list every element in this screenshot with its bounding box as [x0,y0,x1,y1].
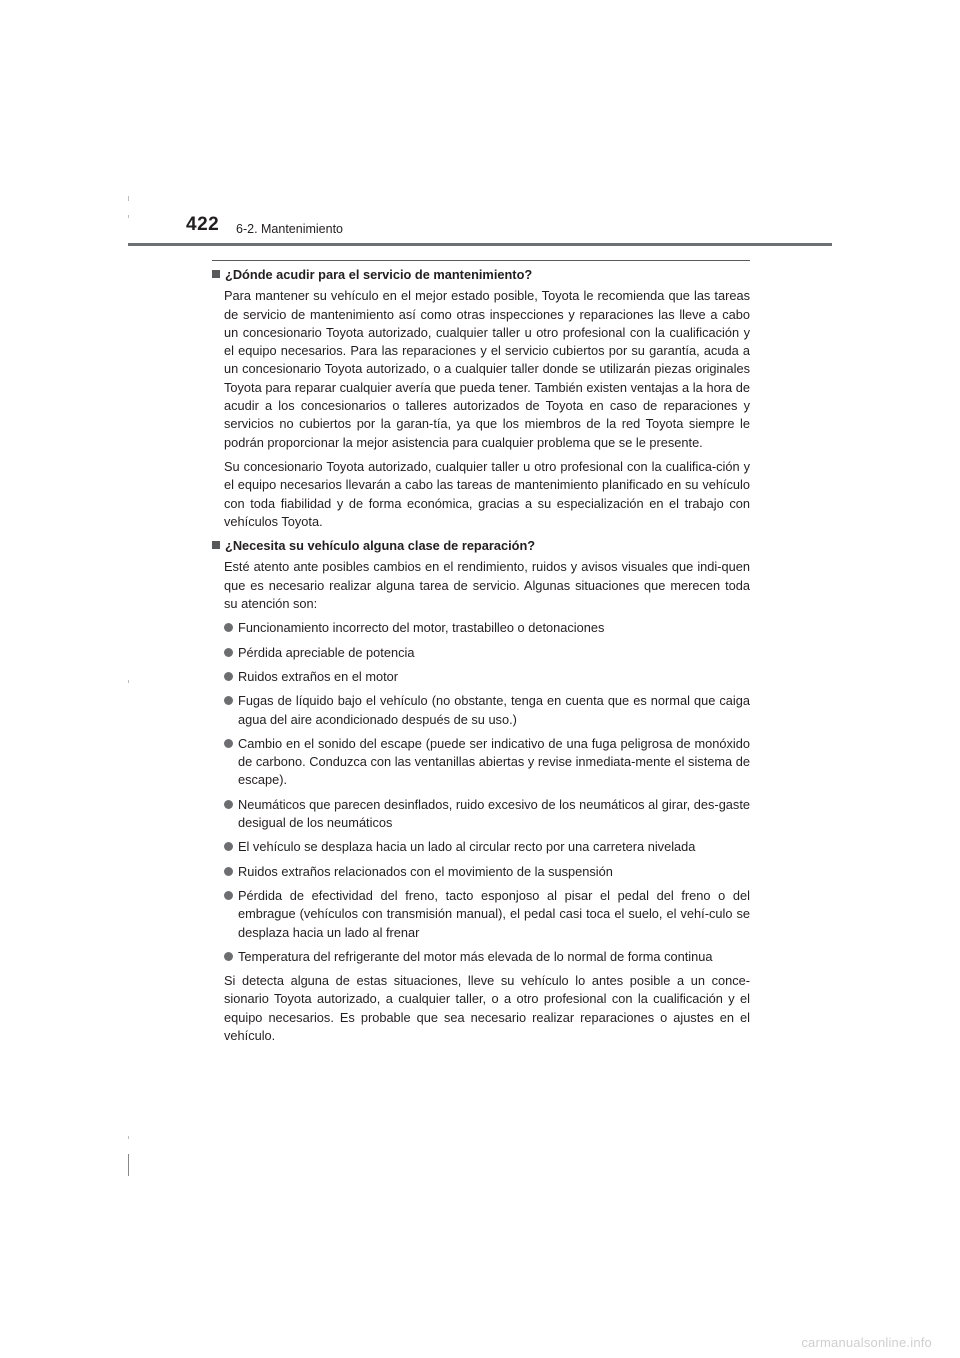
list-item-text: Pérdida de efectividad del freno, tacto esponjoso al pisar el pedal del freno o del embrague (vehículos con transmisión manual), el pedal casi toca el suelo, el vehí-culo se desplaza hacia un lado al frenar [238,887,750,940]
list-item [224,838,750,856]
header-rule [128,243,832,246]
margin-mark [128,680,129,683]
list-item-text: Ruidos extraños en el motor [238,668,399,684]
section-divider [212,260,750,261]
circle-bullet-icon [224,739,233,748]
paragraph: Su concesionario Toyota autorizado, cualquier taller u otro profesional con la cualifica-ción y el equipo necesarios llevarán a cabo las tareas de mantenimiento planificado en su vehículo con toda fiabilidad y de forma económica, gracias a su especialización en el trabajo con vehículos Toyota. [224,458,750,529]
circle-bullet-icon [224,891,233,900]
list-item [224,948,750,966]
list-item-text: Funcionamiento incorrecto del motor, trastabilleo o detonaciones [238,620,605,636]
paragraph: Si detecta alguna de estas situaciones, lleve su vehículo lo antes posible a un conce-sionario Toyota autorizado, a cualquier taller, o a otro profesional con la cualificación y el equipo necesarios. Es probable que sea necesario realizar reparaciones o ajustes en el vehículo. [224,973,750,1043]
list-item [224,619,750,637]
list-item-text: El vehículo se desplaza hacia un lado al circular recto por una carretera nivelada [238,839,696,855]
section-heading-text: ¿Necesita su vehículo alguna clase de reparación? [225,538,536,554]
circle-bullet-icon [224,696,233,705]
list-item [224,863,750,881]
margin-bar [128,1154,129,1176]
section-heading [212,537,750,555]
footer-watermark: carmanualsonline.info [801,1335,932,1350]
list-item-text: Fugas de líquido bajo el vehículo (no obstante, tenga en cuenta que es normal que caiga agua del aire acondicionado después de su uso.) [238,693,750,727]
list-item-text: Neumáticos que parecen desinflados, ruido excesivo de los neumáticos al girar, des-gaste desigual de los neumáticos [238,796,750,831]
margin-mark [128,215,129,218]
list-item [224,796,750,833]
list-item-text: Pérdida apreciable de potencia [238,644,415,660]
list-item [224,644,750,662]
square-bullet-icon [212,270,220,278]
list-item [224,887,750,942]
circle-bullet-icon [224,648,233,657]
margin-mark [128,196,129,201]
circle-bullet-icon [224,800,233,809]
list-item [224,668,750,686]
list-item-text: Cambio en el sonido del escape (puede ser indicativo de una fuga peligrosa de monóxido de carbono. Conduzca con las ventanillas abiertas y revise inmediata-mente el sistema de escape). [238,735,750,788]
list-item-text: Ruidos extraños relacionados con el movimiento de la suspensión [238,863,613,879]
page-number: 422 [186,214,220,235]
list-item-text: Temperatura del refrigerante del motor más elevada de lo normal de forma continua [238,948,713,964]
page-content [212,266,750,1051]
margin-mark [128,1136,129,1139]
circle-bullet-icon [224,867,233,876]
circle-bullet-icon [224,623,233,632]
section-title: 6-2. Mantenimiento [236,222,344,236]
paragraph: Para mantener su vehículo en el mejor estado posible, Toyota le recomienda que las tareas de servicio de mantenimiento así como otras inspecciones y reparaciones las lleve a cabo un concesionario Toyota autorizado, cualquier taller u otro profesional con la cualificación y el equipo necesarios. Para las reparaciones y el servicio cubiertos por su garantía, acuda a un concesionario Toyota autorizado, o a cualquier taller donde se utilizarán piezas originales Toyota para reparar cualquier avería que pueda tener. También existen ventajas a la hora de acudir a los concesionarios o talleres autorizados de Toyota en caso de reparaciones y servicios no cubiertos por la garan-tía, ya que los miembros de la red Toyota siempre le podrán proporcionar la mejor asistencia para cualquier problema que se le presente. [224,288,750,450]
circle-bullet-icon [224,842,233,851]
section-heading [212,266,750,284]
circle-bullet-icon [224,952,233,961]
list-item [224,735,750,790]
circle-bullet-icon [224,672,233,681]
list-item [224,692,750,729]
paragraph: Esté atento ante posibles cambios en el rendimiento, ruidos y avisos visuales que indi-quen que es necesario realizar alguna tarea de servicio. Algunas situaciones que merecen toda su atención son: [224,559,750,612]
square-bullet-icon [212,541,220,549]
section-heading-text: ¿Dónde acudir para el servicio de mantenimiento? [225,267,533,282]
symptom-list [212,619,750,966]
